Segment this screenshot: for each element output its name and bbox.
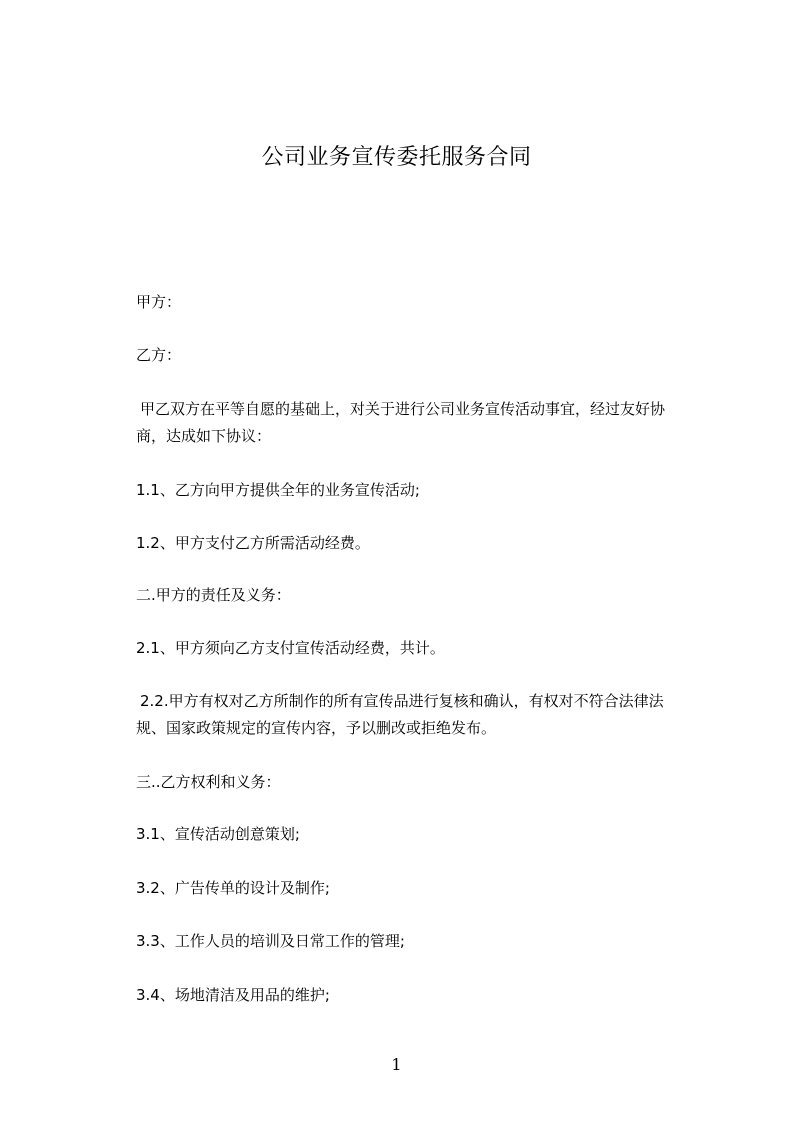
clause-2-1: 2.1、甲方须向乙方支付宣传活动经费，共计。 xyxy=(136,639,445,657)
clause-3-2: 3.2、广告传单的设计及制作; xyxy=(136,879,330,897)
party-b-label: 乙方： xyxy=(136,346,182,364)
section-3-heading: 三..乙方权利和义务： xyxy=(136,773,281,791)
document-title: 公司业务宣传委托服务合同 xyxy=(261,145,532,170)
intro-paragraph-line-2: 商，达成如下协议： xyxy=(136,427,272,445)
party-a-label: 甲方： xyxy=(136,293,182,311)
clause-1-1: 1.1、乙方向甲方提供全年的业务宣传活动; xyxy=(136,481,420,499)
section-2-heading: 二.甲方的责任及义务： xyxy=(136,586,291,604)
clause-3-4: 3.4、场地清洁及用品的维护; xyxy=(136,986,330,1004)
clause-3-3: 3.3、工作人员的培训及日常工作的管理; xyxy=(136,932,405,950)
clause-3-1: 3.1、宣传活动创意策划; xyxy=(136,825,300,843)
clause-1-2: 1.2、甲方支付乙方所需活动经费。 xyxy=(136,534,370,552)
clause-2-2-line-2: 规、国家政策规定的宣传内容，予以删改或拒绝发布。 xyxy=(136,719,497,737)
clause-2-2-line-1: 2.2.甲方有权对乙方所制作的所有宣传品进行复核和确认，有权对不符合法律法 xyxy=(140,692,664,710)
page-number: 1 xyxy=(391,1055,402,1074)
intro-paragraph-line-1: 甲乙双方在平等自愿的基础上，对关于进行公司业务宣传活动事宜，经过友好协 xyxy=(140,400,666,418)
